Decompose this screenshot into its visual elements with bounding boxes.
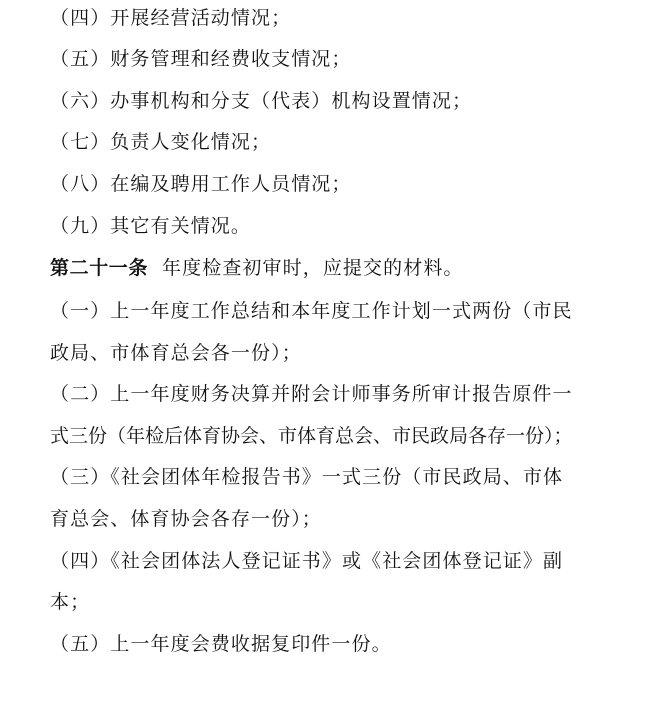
list-item: （六）办事机构和分支（代表）机构设置情况； bbox=[50, 90, 473, 112]
list-item: （四）开展经营活动情况； bbox=[50, 7, 292, 29]
list-item: （七）负责人变化情况； bbox=[50, 131, 272, 153]
article-text: 年度检查初审时，应提交的材料。 bbox=[162, 257, 464, 279]
article-number: 第二十一条 bbox=[50, 257, 149, 279]
material-item-line: 本； bbox=[50, 591, 91, 613]
material-item-line: （五）上一年度会费收据复印件一份。 bbox=[50, 633, 392, 655]
list-item: （九）其它有关情况。 bbox=[50, 215, 252, 237]
list-item: （五）财务管理和经费收支情况； bbox=[50, 48, 352, 70]
material-item-line: 育总会、体育协会各存一份）； bbox=[50, 508, 322, 530]
list-item: （八）在编及聘用工作人员情况； bbox=[50, 173, 352, 195]
material-item-line: 式三份（年检后体育协会、市体育总会、市民政局各存一份）； bbox=[50, 425, 573, 447]
material-item-line: （三）《社会团体年检报告书》一式三份（市民政局、市体 bbox=[50, 466, 564, 488]
material-item-line: （一）上一年度工作总结和本年度工作计划一式两份（市民 bbox=[50, 300, 573, 322]
article-heading bbox=[50, 256, 464, 280]
material-item-line: 政局、市体育总会各一份）； bbox=[50, 342, 302, 364]
material-item-line: （四）《社会团体法人登记证书》或《社会团体登记证》副 bbox=[50, 550, 564, 572]
material-item-line: （二）上一年度财务决算并附会计师事务所审计报告原件一 bbox=[50, 383, 573, 405]
